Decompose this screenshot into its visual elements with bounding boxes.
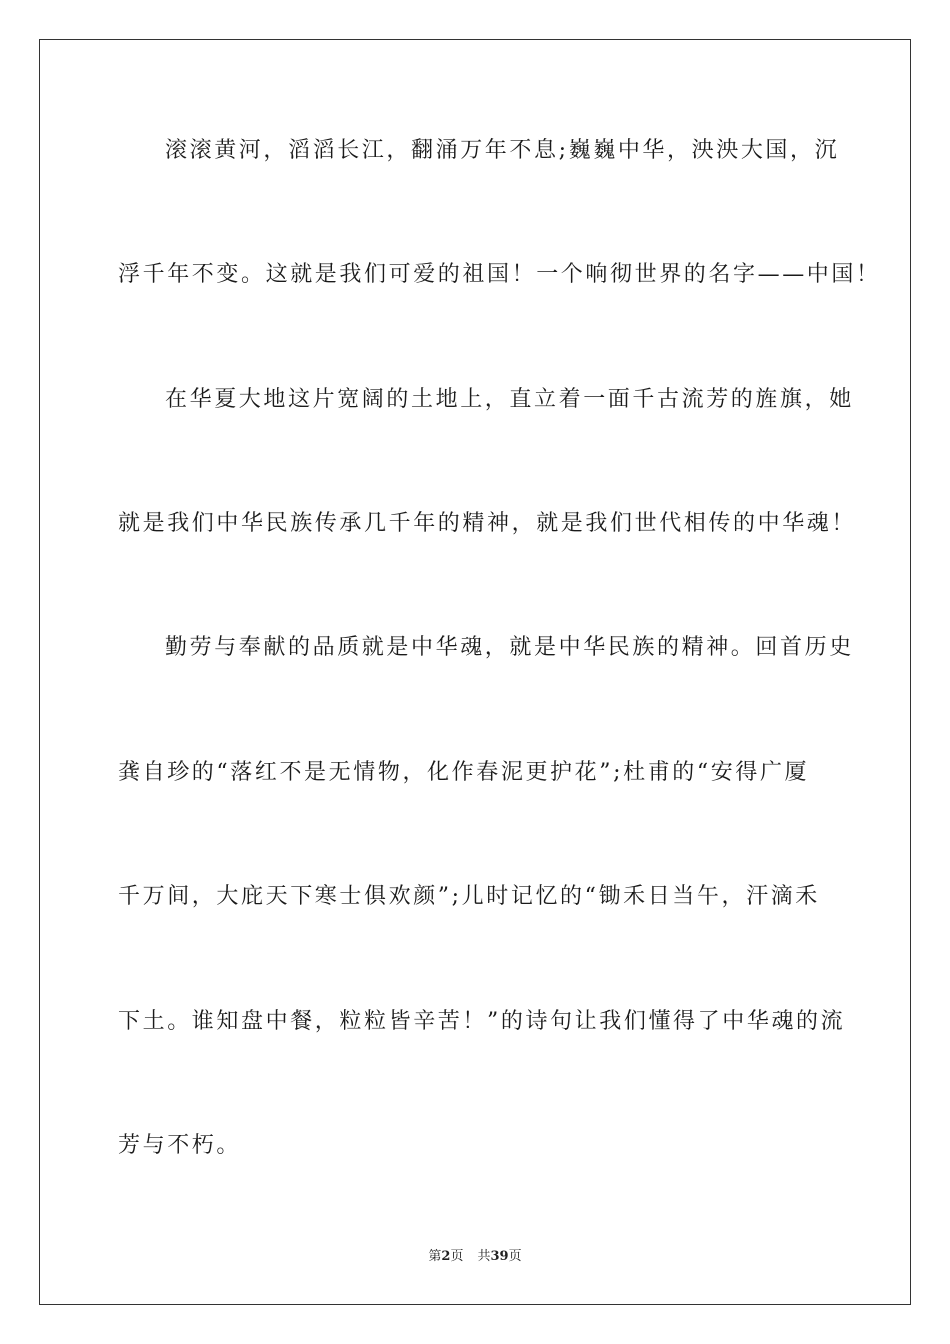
paragraph-3-line-4: 下土。谁知盘中餐，粒粒皆辛苦！”的诗句让我们懂得了中华魂的流: [118, 1009, 846, 1034]
paragraph-3-line-5: 芳与不朽。: [118, 1133, 242, 1158]
paragraph-3-line-3: 千万间，大庇天下寒士俱欢颜”;儿时记忆的“锄禾日当午，汗滴禾: [118, 884, 820, 909]
total-label-prefix: 共: [477, 1249, 491, 1264]
total-pages: 39: [490, 1249, 509, 1264]
total-label-suffix: 页: [508, 1249, 522, 1264]
page-label-prefix: 第: [428, 1249, 442, 1264]
paragraph-3-line-1: 勤劳与奉献的品质就是中华魂，就是中华民族的精神。回首历史: [165, 635, 854, 660]
paragraph-2-line-2: 就是我们中华民族传承几千年的精神，就是我们世代相传的中华魂！: [118, 511, 857, 536]
paragraph-1-line-1: 滚滚黄河，滔滔长江，翻涌万年不息;巍巍中华，泱泱大国，沉: [165, 138, 840, 163]
page-border: [39, 39, 911, 1305]
page-footer: [0, 1248, 950, 1266]
paragraph-2-line-1: 在华夏大地这片宽阔的土地上，直立着一面千古流芳的旌旗，她: [165, 387, 854, 412]
paragraph-1-line-2: 浮千年不变。这就是我们可爱的祖国！一个响彻世界的名字——中国！: [118, 262, 881, 287]
paragraph-3-line-2: 龚自珍的“落红不是无情物，化作春泥更护花”;杜甫的“安得广厦: [118, 760, 810, 785]
page-number: 2: [441, 1249, 451, 1264]
page-label-suffix: 页: [450, 1249, 464, 1264]
